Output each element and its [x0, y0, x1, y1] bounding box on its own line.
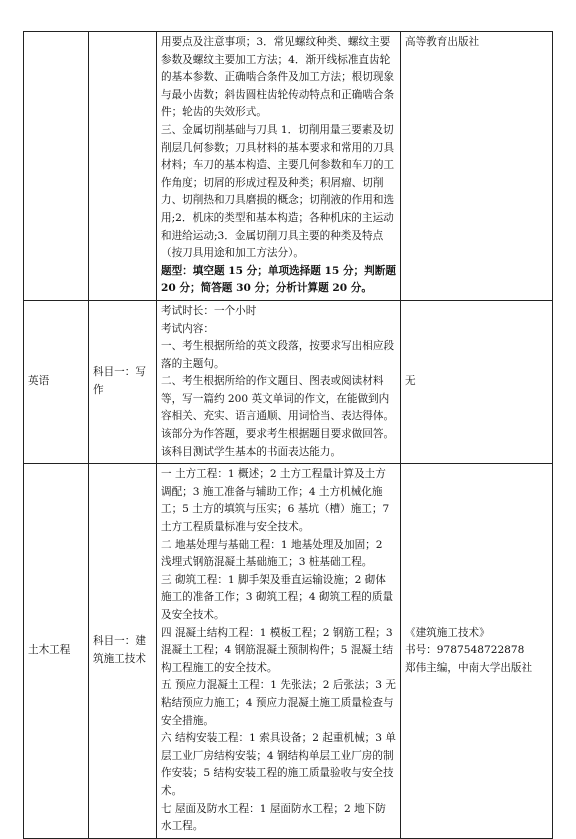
reference-cell — [401, 300, 553, 463]
table-row — [24, 300, 553, 463]
content-paragraph: 一、考生根据所给的英文段落，按要求写出相应段落的主题句。 — [161, 340, 395, 370]
reference-line: 郑伟主编，中南大学出版社 — [405, 661, 533, 674]
table-row — [24, 464, 553, 838]
content-paragraph: 七 屋面及防水工程：1 屋面防水工程；2 地下防水工程。 — [161, 802, 386, 833]
content-paragraph: 该科目测试学生基本的书面表达能力。 — [161, 445, 342, 458]
content-paragraph: 六 结构安装工程：1 索具设备；2 起重机械；3 单层工业厂房结构安装；4 钢结构单层工业厂房的制作安装；5 结构安装工程的施工质量验收与安全技术。 — [161, 732, 396, 797]
content-paragraph: 考试时长：一个小时 — [161, 304, 257, 317]
content-paragraph: 三、金属切削基础与刀具 1．切削用量三要素及切削层几何参数；刀具材料的基本要求和常用的刀具材料；车刀的基本构造、主要几何参数和车刀的工作角度；切屑的形成过程及种类；积屑瘤、切削力、切削热和刀具磨损的概念；切削液的作用和选用;2．机床的类型和基本构造；各种机床的主运动和进给运动;3．金属切削刀具主要的种类及特点（按刀具用途和加工方法分）。 — [161, 123, 395, 260]
module-cell — [89, 32, 157, 301]
reference-line: 《建筑施工技术》 — [405, 626, 490, 639]
content-cell — [157, 464, 401, 838]
content-cell — [157, 32, 401, 301]
module-cell: 科目一：建筑施工技术 — [89, 464, 157, 838]
module-cell: 科目一：写作 — [89, 300, 157, 463]
table-row — [24, 32, 553, 301]
content-paragraph: 考试内容： — [161, 322, 214, 335]
content-paragraph: 二、考生根据所给的作文题目、图表或阅读材料等，写一篇约 200 英文单词的作文，在能做到内容相关、充实、语言通顺、用词恰当、表达得体。该部分为作答题，要求考生根据题目要求做回答。 — [161, 375, 395, 441]
content-cell — [157, 300, 401, 463]
reference-cell — [401, 32, 553, 301]
reference-line: 书号：9787548722878 — [405, 644, 525, 657]
subject-cell — [24, 32, 89, 301]
subject-cell: 英语 — [24, 300, 89, 463]
reference-line: 无 — [405, 375, 416, 388]
subject-cell: 土木工程 — [24, 464, 89, 838]
content-paragraph: 用要点及注意事项；3．常见螺纹种类、螺纹主要参数及螺纹主要加工方法；4．渐开线标准直齿轮的基本参数、正确啮合条件及加工方法；根切现象与最小齿数；斜齿圆柱齿轮传动特点和正确啮合条件；轮齿的失效形式。 — [161, 36, 395, 119]
content-paragraph: 五 预应力混凝土工程：1 先张法；2 后张法；3 无粘结预应力施工；4 预应力混凝土施工质量检查与安全措施。 — [161, 679, 396, 727]
reference-line: 高等教育出版社 — [405, 36, 480, 48]
content-paragraph: 二 地基处理与基础工程：1 地基处理及加固；2 浅埋式钢筋混凝土基础施工；3 桩基础工程。 — [161, 538, 383, 569]
content-paragraph: 三 砌筑工程：1 脚手架及垂直运输设施；2 砌体施工的准备工作；3 砌筑工程；4 砌筑工程的质量及安全技术。 — [161, 573, 394, 621]
reference-cell — [401, 464, 553, 838]
question-types-paragraph: 题型：填空题 15 分；单项选择题 15 分；判断题 20 分；简答题 30 分；分析计算题 20 分。 — [161, 264, 396, 295]
content-paragraph: 一 土方工程：1 概述；2 土方工程量计算及土方调配；3 施工准备与辅助工作；4 土方机械化施工；5 土方的填筑与压实；6 基坑（槽）施工；7 土方工程质量标准与安全技术。 — [161, 468, 390, 534]
content-paragraph: 四 混凝土结构工程：1 模板工程；2 钢筋工程；3 混凝土工程；4 钢筋混凝土预制构件；5 混凝土结构工程施工的安全技术。 — [161, 626, 394, 674]
syllabus-table — [23, 31, 553, 839]
